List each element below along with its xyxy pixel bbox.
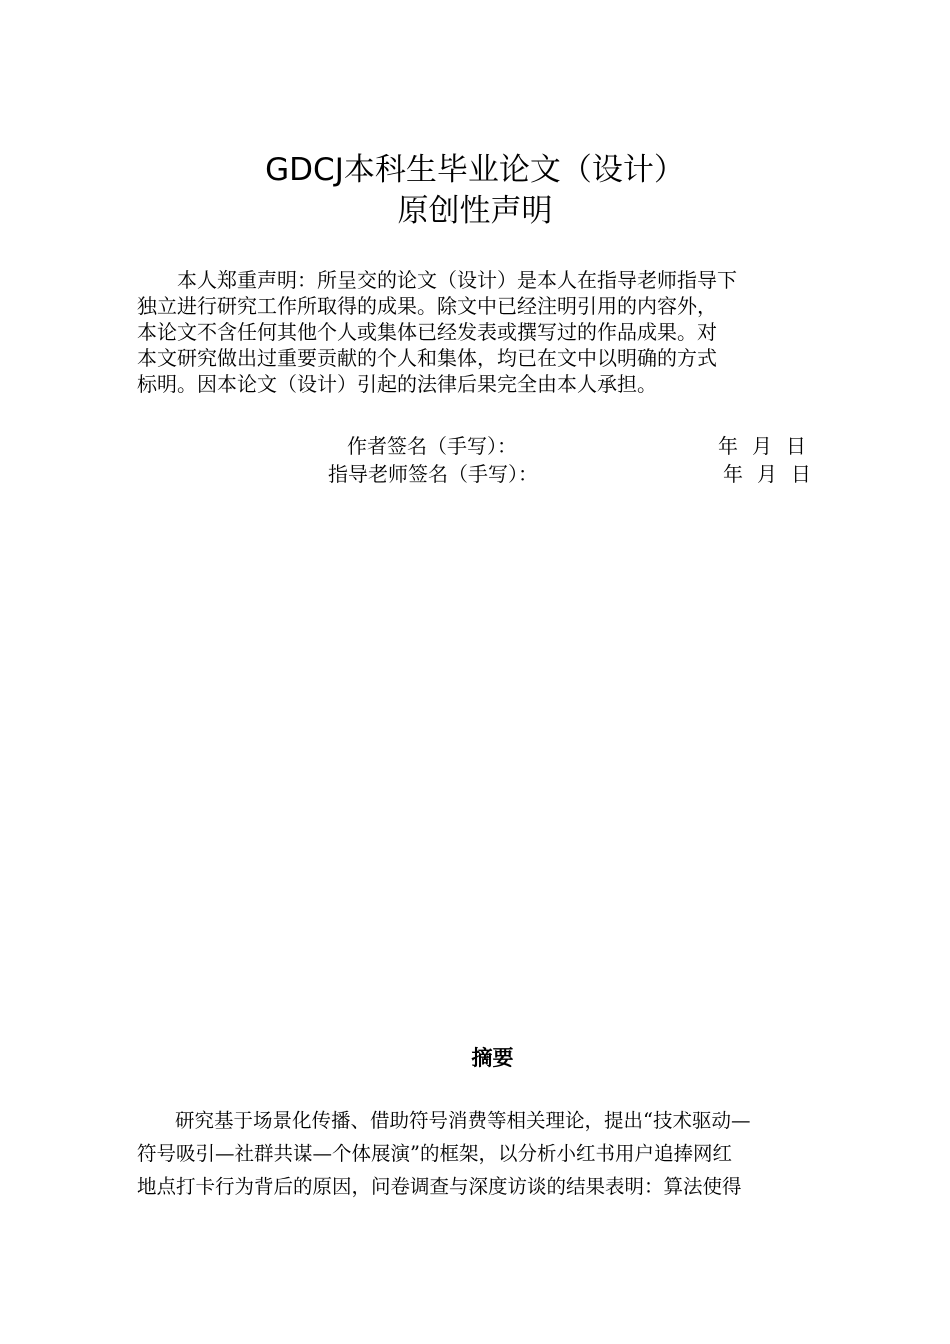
declaration-line: 本论文不含任何其他个人或集体已经发表或撰写过的作品成果。对 bbox=[137, 320, 717, 344]
date-month: 月 bbox=[757, 462, 777, 486]
date-year: 年 bbox=[718, 434, 738, 458]
declaration-title: 原创性声明 bbox=[397, 193, 553, 229]
abstract-body bbox=[137, 1104, 852, 1203]
abstract-line: 研究基于场景化传播、借助符号消费等相关理论，提出“技术驱动— bbox=[175, 1109, 751, 1132]
abstract-heading: 摘要 bbox=[471, 1046, 514, 1070]
date-year: 年 bbox=[723, 462, 743, 486]
declaration-line: 标明。因本论文（设计）引起的法律后果完全由本人承担。 bbox=[137, 372, 657, 396]
originality-declaration bbox=[137, 267, 837, 397]
declaration-line: 本文研究做出过重要贡献的个人和集体，均已在文中以明确的方式 bbox=[137, 346, 717, 370]
advisor-signature-label: 指导老师签名（手写）： bbox=[328, 462, 538, 486]
declaration-line: 本人郑重声明：所呈交的论文（设计）是本人在指导老师指导下 bbox=[177, 268, 737, 292]
abstract-line: 地点打卡行为背后的原因，问卷调查与深度访谈的结果表明：算法使得 bbox=[137, 1175, 742, 1198]
thesis-title: GDCJ本科生毕业论文（设计） bbox=[265, 152, 685, 188]
date-month: 月 bbox=[752, 434, 772, 458]
date-day: 日 bbox=[791, 462, 811, 486]
author-signature-label: 作者签名（手写）： bbox=[347, 434, 517, 458]
date-day: 日 bbox=[786, 434, 806, 458]
author-signature-date bbox=[718, 433, 806, 459]
abstract-line: 符号吸引—社群共谋—个体展演”的框架，以分析小红书用户追捧网红 bbox=[137, 1142, 732, 1165]
advisor-signature-date bbox=[723, 461, 811, 487]
declaration-line: 独立进行研究工作所取得的成果。除文中已经注明引用的内容外， bbox=[137, 294, 717, 318]
